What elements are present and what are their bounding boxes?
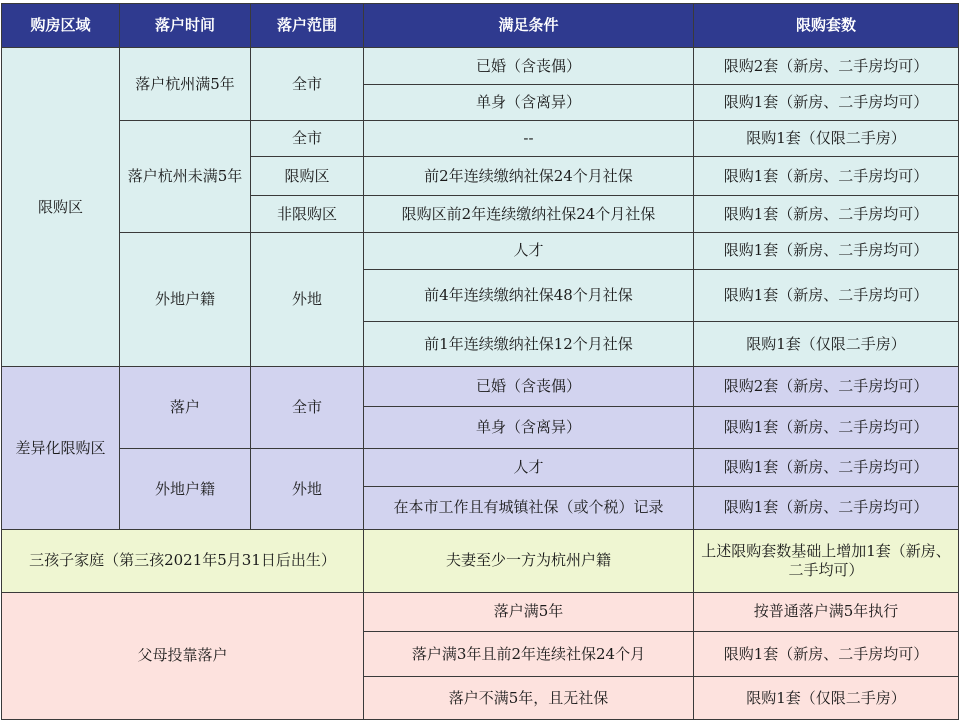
header-limit: 限购套数	[694, 4, 959, 48]
condition-cell: --	[364, 121, 694, 157]
table-row	[2, 367, 959, 406]
header-scope: 落户范围	[251, 4, 364, 48]
table-row	[2, 592, 959, 631]
header-condition: 满足条件	[364, 4, 694, 48]
time-cell: 落户杭州满5年	[120, 48, 251, 121]
scope-cell: 限购区	[251, 157, 364, 195]
limit-cell: 限购1套（新房、二手房均可）	[694, 195, 959, 232]
table-row	[2, 48, 959, 84]
header-time: 落户时间	[120, 4, 251, 48]
limit-cell: 限购1套（新房、二手房均可）	[694, 406, 959, 448]
condition-cell: 限购区前2年连续缴纳社保24个月社保	[364, 195, 694, 232]
limit-cell: 限购1套（新房、二手房均可）	[694, 157, 959, 195]
three-child-label: 三孩子家庭（第三孩2021年5月31日后出生）	[2, 530, 364, 593]
purchase-restriction-table	[1, 3, 959, 720]
condition-cell: 落户不满5年，且无社保	[364, 677, 694, 720]
condition-cell: 单身（含离异）	[364, 84, 694, 120]
time-cell: 外地户籍	[120, 233, 251, 367]
condition-cell: 落户满5年	[364, 592, 694, 631]
parents-label: 父母投靠落户	[2, 592, 364, 719]
condition-cell: 夫妻至少一方为杭州户籍	[364, 530, 694, 593]
table-row	[2, 530, 959, 593]
condition-cell: 落户满3年且前2年连续社保24个月	[364, 632, 694, 677]
header-row	[2, 4, 959, 48]
limit-cell: 限购1套（新房、二手房均可）	[694, 233, 959, 269]
limit-cell: 限购2套（新房、二手房均可）	[694, 367, 959, 406]
limit-cell: 限购1套（新房、二手房均可）	[694, 632, 959, 677]
time-cell: 落户杭州未满5年	[120, 121, 251, 233]
limit-cell: 按普通落户满5年执行	[694, 592, 959, 631]
limit-cell: 限购1套（仅限二手房）	[694, 322, 959, 367]
condition-cell: 在本市工作且有城镇社保（或个税）记录	[364, 486, 694, 529]
condition-cell: 前4年连续缴纳社保48个月社保	[364, 269, 694, 322]
limit-cell: 限购1套（仅限二手房）	[694, 677, 959, 720]
limit-cell: 限购1套（新房、二手房均可）	[694, 84, 959, 120]
limit-cell: 限购2套（新房、二手房均可）	[694, 48, 959, 84]
scope-cell: 全市	[251, 48, 364, 121]
limit-cell: 限购1套（新房、二手房均可）	[694, 269, 959, 322]
condition-cell: 单身（含离异）	[364, 406, 694, 448]
condition-cell: 人才	[364, 233, 694, 269]
scope-cell: 全市	[251, 121, 364, 157]
scope-cell: 非限购区	[251, 195, 364, 232]
header-area: 购房区域	[2, 4, 120, 48]
condition-cell: 前2年连续缴纳社保24个月社保	[364, 157, 694, 195]
limit-cell: 限购1套（新房、二手房均可）	[694, 449, 959, 486]
condition-cell: 已婚（含丧偶）	[364, 48, 694, 84]
table-row	[2, 121, 959, 157]
area-cell-restricted: 限购区	[2, 48, 120, 367]
scope-cell: 全市	[251, 367, 364, 449]
time-cell: 外地户籍	[120, 449, 251, 530]
limit-cell: 限购1套（新房、二手房均可）	[694, 486, 959, 529]
condition-cell: 人才	[364, 449, 694, 486]
condition-cell: 已婚（含丧偶）	[364, 367, 694, 406]
table-row	[2, 233, 959, 269]
limit-cell: 上述限购套数基础上增加1套（新房、二手均可）	[694, 530, 959, 593]
time-cell: 落户	[120, 367, 251, 449]
table-row	[2, 449, 959, 486]
scope-cell: 外地	[251, 233, 364, 367]
condition-cell: 前1年连续缴纳社保12个月社保	[364, 322, 694, 367]
scope-cell: 外地	[251, 449, 364, 530]
limit-cell: 限购1套（仅限二手房）	[694, 121, 959, 157]
area-cell-differentiated: 差异化限购区	[2, 367, 120, 530]
